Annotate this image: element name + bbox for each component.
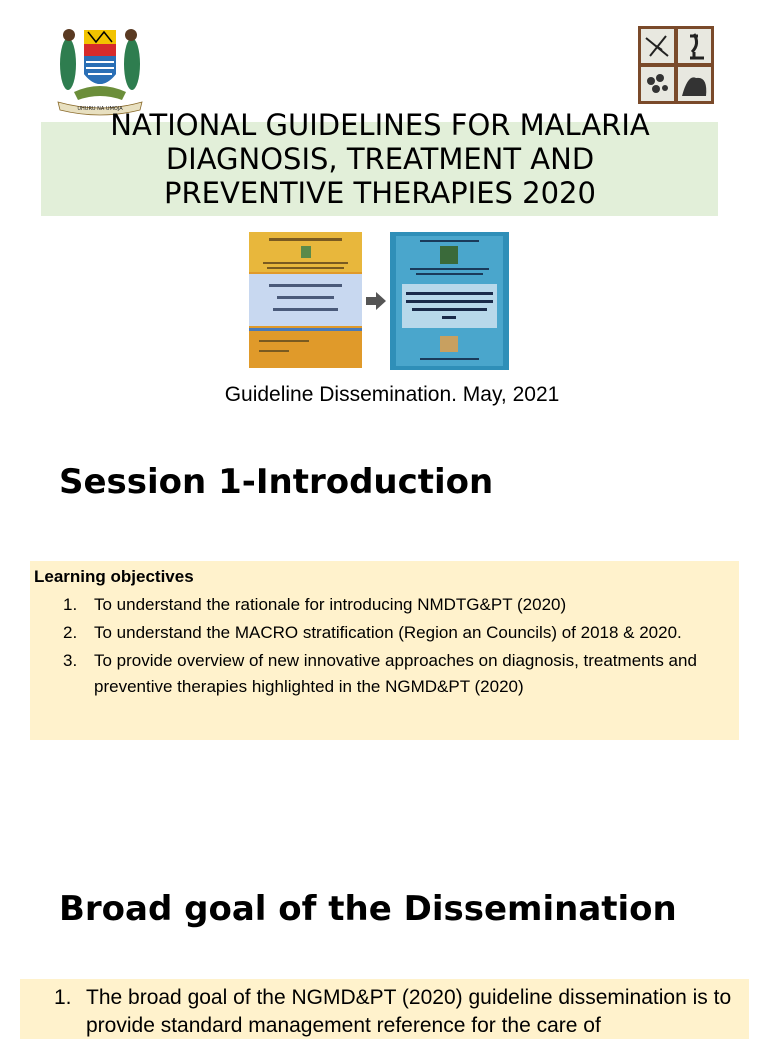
session-heading: Session 1-Introduction [59, 462, 494, 502]
learning-objectives-title: Learning objectives [34, 567, 194, 586]
goal-list [52, 984, 742, 1040]
list-item-text: To understand the MACRO stratification (Region an Councils) of 2018 & 2020. [94, 623, 682, 642]
svg-text:UHURU NA UMOJA: UHURU NA UMOJA [77, 106, 123, 112]
learning-objectives-list [60, 592, 730, 702]
coat-of-arms-icon [52, 22, 148, 114]
list-item-text: To understand the rationale for introducing NMDTG&PT (2020) [94, 595, 567, 614]
list-item-text: The broad goal of the NGMD&PT (2020) guideline dissemination is to provide standard management reference for the care of [86, 986, 732, 1037]
new-guideline-cover-image [390, 232, 509, 370]
old-guideline-cover-image [249, 232, 362, 368]
goal-heading: Broad goal of the Dissemination [59, 889, 677, 929]
list-item-number: 3. [63, 651, 78, 670]
list-item-number: 1. [54, 986, 72, 1009]
list-item [60, 648, 730, 700]
page-title: NATIONAL GUIDELINES FOR MALARIA DIAGNOSIS, TREATMENT AND PREVENTIVE THERAPIES 2020 [110, 108, 650, 210]
malaria-program-logo-icon [638, 26, 714, 104]
list-item-text: To provide overview of new innovative approaches on diagnosis, treatments and preventive therapies highlighted in the NGMD&PT (2020) [94, 651, 697, 696]
list-item [52, 984, 742, 1040]
dissemination-date: Guideline Dissemination. May, 2021 [224, 383, 560, 406]
arrow-right-icon [365, 290, 387, 312]
list-item-number: 2. [63, 623, 78, 642]
list-item [60, 620, 730, 646]
list-item [60, 592, 730, 618]
list-item-number: 1. [63, 595, 78, 614]
